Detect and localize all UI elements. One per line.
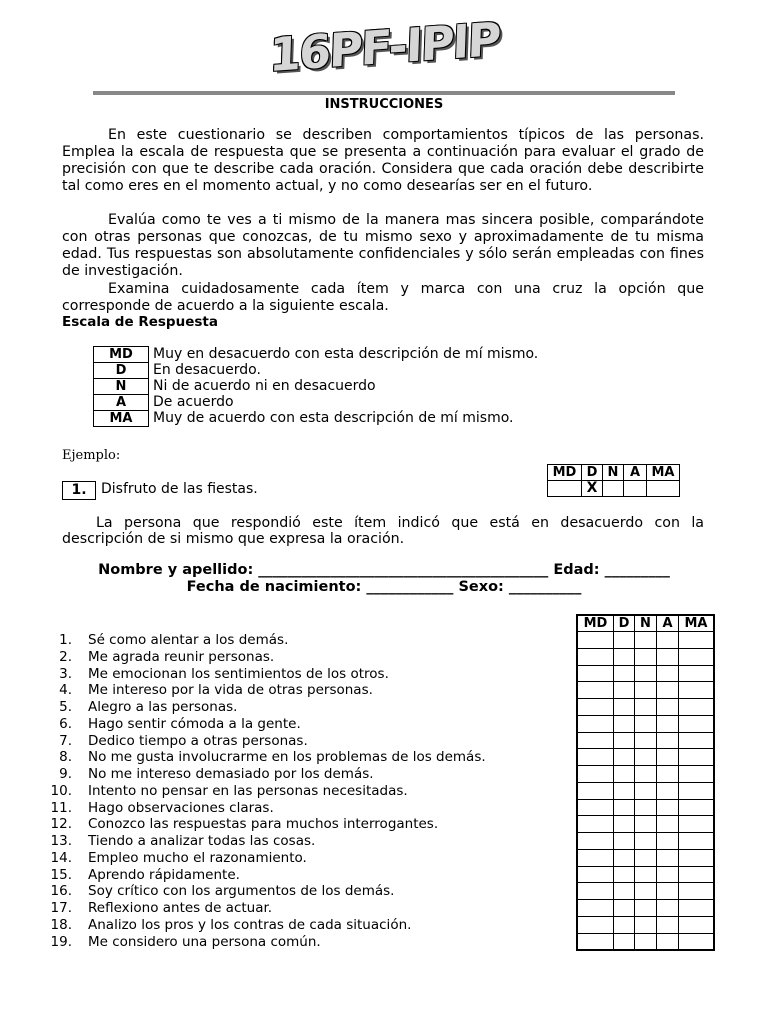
response-cell[interactable]: [614, 916, 635, 933]
response-cell[interactable]: [635, 732, 657, 749]
example-cell-ma: [647, 481, 680, 497]
list-item: [40, 749, 486, 766]
response-cell[interactable]: [577, 933, 614, 950]
response-cell[interactable]: [614, 782, 635, 799]
item-text: Hago observaciones claras.: [88, 799, 274, 816]
response-row: [577, 732, 714, 749]
response-row: [577, 799, 714, 816]
response-cell[interactable]: [614, 749, 635, 766]
response-cell[interactable]: [614, 883, 635, 900]
response-cell[interactable]: [635, 699, 657, 716]
response-cell[interactable]: [679, 833, 715, 850]
response-cell[interactable]: [657, 766, 679, 783]
response-cell[interactable]: [679, 648, 715, 665]
scale-description: Muy en desacuerdo con esta descripción de mí mismo.: [153, 346, 539, 362]
response-cell[interactable]: [577, 665, 614, 682]
response-cell[interactable]: [635, 900, 657, 917]
example-response-grid: [547, 464, 680, 497]
response-cell[interactable]: [657, 632, 679, 649]
response-cell[interactable]: [635, 715, 657, 732]
response-cell[interactable]: [657, 816, 679, 833]
instructions-title: INSTRUCCIONES: [324, 97, 444, 112]
response-cell[interactable]: [614, 732, 635, 749]
list-item: [40, 716, 486, 733]
response-cell[interactable]: [657, 699, 679, 716]
response-cell[interactable]: [679, 916, 715, 933]
response-cell[interactable]: [657, 682, 679, 699]
list-item: [40, 816, 486, 833]
response-row: [577, 900, 714, 917]
response-cell[interactable]: [657, 715, 679, 732]
response-cell[interactable]: [577, 732, 614, 749]
response-cell[interactable]: [614, 933, 635, 950]
item-number: 3.: [59, 665, 72, 682]
item-number: 13.: [50, 833, 72, 849]
response-cell[interactable]: [635, 782, 657, 799]
list-item: [40, 833, 486, 850]
list-item: [40, 800, 486, 817]
item-text: No me intereso demasiado por los demás.: [88, 766, 374, 782]
response-cell[interactable]: [614, 799, 635, 816]
list-item: [40, 934, 486, 951]
scale-legend-table: [93, 346, 539, 427]
name-age-field[interactable]: Nombre y apellido: ________________________________________ Edad: _________: [98, 562, 670, 578]
item-text: Conozco las respuestas para muchos interrogantes.: [88, 816, 439, 833]
response-cell[interactable]: [577, 900, 614, 917]
response-cell[interactable]: [635, 766, 657, 783]
item-number: 6.: [59, 715, 72, 732]
response-cell[interactable]: [577, 782, 614, 799]
list-item: [40, 632, 486, 649]
item-number: 9.: [59, 766, 72, 782]
instructions-paragraph-3: Examina cuidadosamente cada ítem y marca con una cruz la opción que corresponde de acuerdo a la siguiente escala.: [62, 281, 704, 314]
response-cell[interactable]: [679, 682, 715, 699]
response-cell[interactable]: [657, 933, 679, 950]
item-number: 5.: [59, 699, 72, 715]
example-header-a: A: [624, 465, 647, 481]
response-cell[interactable]: [577, 749, 614, 766]
response-cell[interactable]: [614, 682, 635, 699]
response-cell[interactable]: [679, 933, 715, 950]
example-cell-n: [603, 481, 624, 497]
list-item: [40, 867, 486, 884]
response-row: [577, 816, 714, 833]
list-item: [40, 783, 486, 800]
response-cell[interactable]: [577, 682, 614, 699]
response-cell[interactable]: [577, 833, 614, 850]
item-number: 7.: [59, 732, 72, 749]
response-cell[interactable]: [614, 900, 635, 917]
response-cell[interactable]: [679, 782, 715, 799]
response-cell[interactable]: [657, 782, 679, 799]
response-row: [577, 648, 714, 665]
scale-row: [94, 363, 539, 379]
response-cell[interactable]: [614, 849, 635, 866]
response-cell[interactable]: [577, 766, 614, 783]
response-header-n: N: [635, 615, 657, 632]
response-cell[interactable]: [635, 866, 657, 883]
response-row: [577, 883, 714, 900]
instructions-paragraph-1: En este cuestionario se describen comportamientos típicos de las personas. Emplea la escala de respuesta que se presenta a continuación para evaluar el grado de precisión con que te describe cada oración. Considera que cada oración debe describirte tal como eres en el momento actual, y no como desearías ser en el futuro.: [62, 127, 704, 194]
scale-code: N: [94, 379, 149, 395]
response-cell[interactable]: [679, 665, 715, 682]
response-cell[interactable]: [635, 833, 657, 850]
item-number: 8.: [59, 749, 72, 766]
birthdate-sex-field[interactable]: Fecha de nacimiento: ____________ Sexo: __________: [186, 579, 582, 595]
example-header-ma: MA: [647, 465, 680, 481]
scale-code: MA: [94, 411, 149, 427]
scale-row: [94, 347, 539, 363]
response-row: [577, 916, 714, 933]
response-cell[interactable]: [635, 799, 657, 816]
response-cell[interactable]: [577, 715, 614, 732]
items-list: [40, 632, 486, 950]
response-cell[interactable]: [614, 816, 635, 833]
item-number: 11.: [50, 799, 72, 816]
list-item: [40, 666, 486, 683]
instructions-paragraph-2: Evalúa como te ves a ti mismo de la manera mas sincera posible, comparándote con otras personas que conozcas, de tu mismo sexo y aproximadamente de tu misma edad. Tus respuestas son absolutamente confidenciales y sólo serán empleadas con fines de investigación.: [62, 212, 704, 279]
response-cell[interactable]: [577, 916, 614, 933]
response-cell[interactable]: [614, 632, 635, 649]
response-cell[interactable]: [614, 766, 635, 783]
item-number: 19.: [50, 933, 72, 950]
response-row: [577, 665, 714, 682]
item-number: 12.: [50, 816, 72, 833]
list-item: [40, 733, 486, 750]
item-text: Empleo mucho el razonamiento.: [88, 849, 307, 866]
scale-title: Escala de Respuesta: [62, 314, 218, 330]
logo-text: 16PF-IPIP: [268, 11, 500, 83]
response-row: [577, 866, 714, 883]
response-cell[interactable]: [614, 715, 635, 732]
item-text: Tiendo a analizar todas las cosas.: [88, 833, 316, 849]
item-number: 17.: [50, 900, 72, 916]
item-number: 14.: [50, 849, 72, 866]
response-header-d: D: [614, 615, 635, 632]
response-cell[interactable]: [657, 900, 679, 917]
response-row: [577, 766, 714, 783]
item-text: Soy crítico con los argumentos de los demás.: [88, 883, 395, 900]
response-cell[interactable]: [679, 799, 715, 816]
list-item: [40, 699, 486, 716]
response-cell[interactable]: [657, 916, 679, 933]
item-text: Me intereso por la vida de otras personas.: [88, 682, 373, 699]
item-number: 1.: [59, 632, 72, 648]
example-explanation: La persona que respondió este ítem indicó que está en desacuerdo con la descripción de si mismo que expresa la oración.: [62, 515, 704, 547]
response-cell[interactable]: [679, 866, 715, 883]
response-cell[interactable]: [679, 699, 715, 716]
example-label: Ejemplo:: [62, 448, 121, 463]
response-cell[interactable]: [657, 849, 679, 866]
response-cell[interactable]: [635, 916, 657, 933]
response-cell[interactable]: [635, 816, 657, 833]
response-cell[interactable]: [657, 866, 679, 883]
example-header-md: MD: [548, 465, 582, 481]
response-row: [577, 682, 714, 699]
item-text: Hago sentir cómoda a la gente.: [88, 715, 301, 732]
response-cell[interactable]: [635, 665, 657, 682]
item-text: Me considero una persona común.: [88, 933, 321, 950]
response-cell[interactable]: [577, 883, 614, 900]
response-cell[interactable]: [679, 883, 715, 900]
scale-row: [94, 379, 539, 395]
list-item: [40, 900, 486, 917]
response-cell[interactable]: [657, 883, 679, 900]
response-cell[interactable]: [657, 799, 679, 816]
item-text: Aprendo rápidamente.: [88, 866, 240, 883]
response-cell[interactable]: [635, 682, 657, 699]
response-row: [577, 699, 714, 716]
response-header-a: A: [657, 615, 679, 632]
example-cell-d: X: [582, 481, 603, 497]
response-cell[interactable]: [614, 833, 635, 850]
scale-code: A: [94, 395, 149, 411]
response-cell[interactable]: [614, 665, 635, 682]
response-cell[interactable]: [657, 665, 679, 682]
response-cell[interactable]: [635, 648, 657, 665]
scale-code: MD: [94, 347, 149, 363]
example-cell-a: [624, 481, 647, 497]
response-cell[interactable]: [577, 699, 614, 716]
item-text: Intento no pensar en las personas necesitadas.: [88, 782, 408, 799]
scale-row: [94, 395, 539, 411]
item-number: 10.: [50, 782, 72, 799]
list-item: [40, 850, 486, 867]
scale-description: En desacuerdo.: [153, 362, 261, 378]
response-grid: [576, 614, 715, 951]
response-cell[interactable]: [679, 766, 715, 783]
response-cell[interactable]: [679, 732, 715, 749]
response-row: [577, 715, 714, 732]
response-header-ma: MA: [679, 615, 715, 632]
response-header-md: MD: [577, 615, 614, 632]
response-cell[interactable]: [577, 866, 614, 883]
item-number: 4.: [59, 682, 72, 699]
response-row: [577, 782, 714, 799]
response-cell[interactable]: [614, 648, 635, 665]
response-cell[interactable]: [679, 900, 715, 917]
response-cell[interactable]: [657, 732, 679, 749]
response-cell[interactable]: [635, 883, 657, 900]
list-item: [40, 883, 486, 900]
response-cell[interactable]: [657, 833, 679, 850]
logo: [0, 11, 768, 83]
item-text: Me emocionan los sentimientos de los otros.: [88, 665, 389, 682]
item-text: Alegro a las personas.: [88, 699, 238, 715]
item-text: Reflexiono antes de actuar.: [88, 900, 273, 916]
scale-description: De acuerdo: [153, 394, 234, 410]
example-item-text: Disfruto de las fiestas.: [101, 481, 258, 497]
response-cell[interactable]: [657, 749, 679, 766]
scale-row: [94, 411, 539, 427]
response-cell[interactable]: [679, 816, 715, 833]
list-item: [40, 682, 486, 699]
example-cell-md: [548, 481, 582, 497]
list-item: [40, 766, 486, 783]
title-divider: [93, 91, 675, 95]
scale-description: Ni de acuerdo ni en desacuerdo: [153, 378, 376, 394]
item-text: No me gusta involucrarme en los problemas de los demás.: [88, 749, 486, 766]
response-cell[interactable]: [577, 648, 614, 665]
example-header-d: D: [582, 465, 603, 481]
list-item: [40, 649, 486, 666]
response-cell[interactable]: [577, 816, 614, 833]
response-cell[interactable]: [679, 715, 715, 732]
response-row: [577, 833, 714, 850]
item-number: 15.: [50, 866, 72, 883]
scale-description: Muy de acuerdo con esta descripción de mí mismo.: [153, 410, 514, 426]
response-cell[interactable]: [635, 632, 657, 649]
example-item-number: 1.: [62, 481, 96, 500]
item-number: 16.: [50, 883, 72, 900]
response-cell[interactable]: [635, 749, 657, 766]
item-text: Me agrada reunir personas.: [88, 648, 275, 665]
response-row: [577, 933, 714, 950]
item-text: Sé como alentar a los demás.: [88, 632, 289, 648]
response-cell[interactable]: [679, 632, 715, 649]
response-cell[interactable]: [614, 699, 635, 716]
item-text: Analizo los pros y los contras de cada situación.: [88, 916, 412, 933]
response-row: [577, 749, 714, 766]
scale-code: D: [94, 363, 149, 379]
response-cell[interactable]: [614, 866, 635, 883]
response-row: [577, 849, 714, 866]
response-cell[interactable]: [577, 849, 614, 866]
response-cell[interactable]: [635, 849, 657, 866]
response-cell[interactable]: [577, 632, 614, 649]
response-cell[interactable]: [635, 933, 657, 950]
response-cell[interactable]: [679, 749, 715, 766]
response-cell[interactable]: [679, 849, 715, 866]
response-row: [577, 632, 714, 649]
example-header-n: N: [603, 465, 624, 481]
response-cell[interactable]: [577, 799, 614, 816]
item-number: 2.: [59, 648, 72, 665]
response-cell[interactable]: [657, 648, 679, 665]
list-item: [40, 917, 486, 934]
item-number: 18.: [50, 916, 72, 933]
item-text: Dedico tiempo a otras personas.: [88, 732, 308, 749]
